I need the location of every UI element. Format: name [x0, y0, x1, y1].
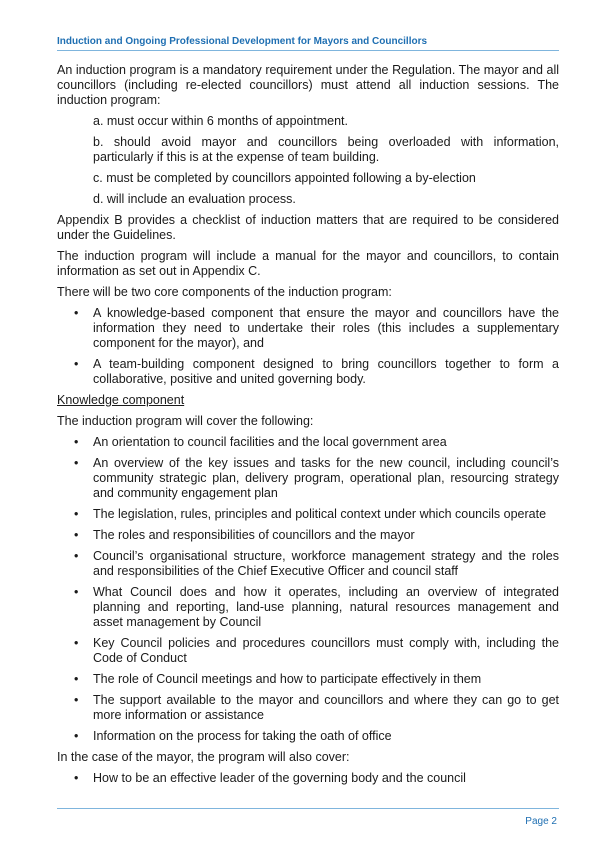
- list-item: [57, 357, 559, 387]
- manual-paragraph: The induction program will include a manual for the mayor and councillors, to contain information as set out in Appendix C.: [57, 249, 559, 278]
- list-item: [57, 456, 559, 501]
- intro-paragraph: An induction program is a mandatory requirement under the Regulation. The mayor and all councillors (including re-elected councillors) must attend all induction sessions. The induction program:: [57, 63, 559, 107]
- requirement-item: c. must be completed by councillors appointed following a by-election: [93, 171, 476, 185]
- bullet-icon: •: [74, 456, 79, 470]
- list-item: [57, 672, 559, 687]
- bullet-icon: •: [74, 636, 79, 650]
- list-item-text: Key Council policies and procedures councillors must comply with, including the Code of Conduct: [93, 636, 559, 665]
- bullet-icon: •: [74, 357, 79, 371]
- mayor-list: [57, 771, 559, 786]
- list-item-text: A knowledge-based component that ensure the mayor and councillors have the information they need to undertake their roles (this includes a supplementary component for the mayor), and: [93, 306, 559, 350]
- bullet-icon: •: [74, 549, 79, 563]
- bullet-icon: •: [74, 435, 79, 449]
- list-item-text: An orientation to council facilities and the local government area: [93, 435, 447, 449]
- list-item-text: Information on the process for taking the oath of office: [93, 729, 392, 743]
- components-intro: There will be two core components of the induction program:: [57, 285, 392, 299]
- list-item: [57, 549, 559, 579]
- list-item-text: Council’s organisational structure, workforce management strategy and the roles and responsibilities of the Chief Executive Officer and council staff: [93, 549, 559, 578]
- bullet-icon: •: [74, 306, 79, 320]
- coverage-list: [57, 435, 559, 744]
- list-item: [57, 528, 559, 543]
- requirement-item: d. will include an evaluation process.: [93, 192, 296, 206]
- bullet-icon: •: [74, 693, 79, 707]
- list-item: [57, 507, 559, 522]
- bullet-icon: •: [74, 771, 79, 785]
- appendix-b-paragraph: Appendix B provides a checklist of induction matters that are required to be considered under the Guidelines.: [57, 213, 559, 242]
- list-item-text: A team-building component designed to bring councillors together to form a collaborative, positive and united governing body.: [93, 357, 559, 386]
- list-item-text: The role of Council meetings and how to participate effectively in them: [93, 672, 482, 686]
- bullet-icon: •: [74, 585, 79, 599]
- list-item-text: An overview of the key issues and tasks for the new council, including council’s community strategic plan, delivery program, operational plan, resourcing strategy and community engagement plan: [93, 456, 559, 500]
- list-item-text: The roles and responsibilities of councillors and the mayor: [93, 528, 415, 542]
- bullet-icon: •: [74, 729, 79, 743]
- requirement-item: a. must occur within 6 months of appointment.: [93, 114, 348, 128]
- knowledge-component-heading: Knowledge component: [57, 393, 185, 407]
- document-body: [57, 63, 559, 792]
- bullet-icon: •: [74, 528, 79, 542]
- list-item-text: The legislation, rules, principles and political context under which councils operate: [93, 507, 547, 521]
- list-item: [57, 729, 559, 744]
- list-item: [57, 636, 559, 666]
- list-item-text: How to be an effective leader of the governing body and the council: [93, 771, 466, 785]
- coverage-intro: The induction program will cover the following:: [57, 414, 314, 428]
- list-item: [57, 693, 559, 723]
- page-header-title: Induction and Ongoing Professional Development for Mayors and Councillors: [57, 36, 559, 51]
- requirement-item: b. should avoid mayor and councillors being overloaded with information, particularly if this is at the expense of team building.: [93, 135, 559, 164]
- page-number: Page 2: [525, 816, 557, 827]
- list-item: [57, 435, 559, 450]
- list-item: [57, 585, 559, 630]
- list-item: [57, 306, 559, 351]
- list-item-text: What Council does and how it operates, including an overview of integrated planning and reporting, land-use planning, natural resources management and asset management by Council: [93, 585, 559, 629]
- footer-divider: [57, 808, 559, 809]
- components-list: [57, 306, 559, 387]
- mayor-intro: In the case of the mayor, the program will also cover:: [57, 750, 350, 764]
- bullet-icon: •: [74, 672, 79, 686]
- list-item: [57, 771, 559, 786]
- bullet-icon: •: [74, 507, 79, 521]
- list-item-text: The support available to the mayor and councillors and where they can go to get more information or assistance: [93, 693, 559, 722]
